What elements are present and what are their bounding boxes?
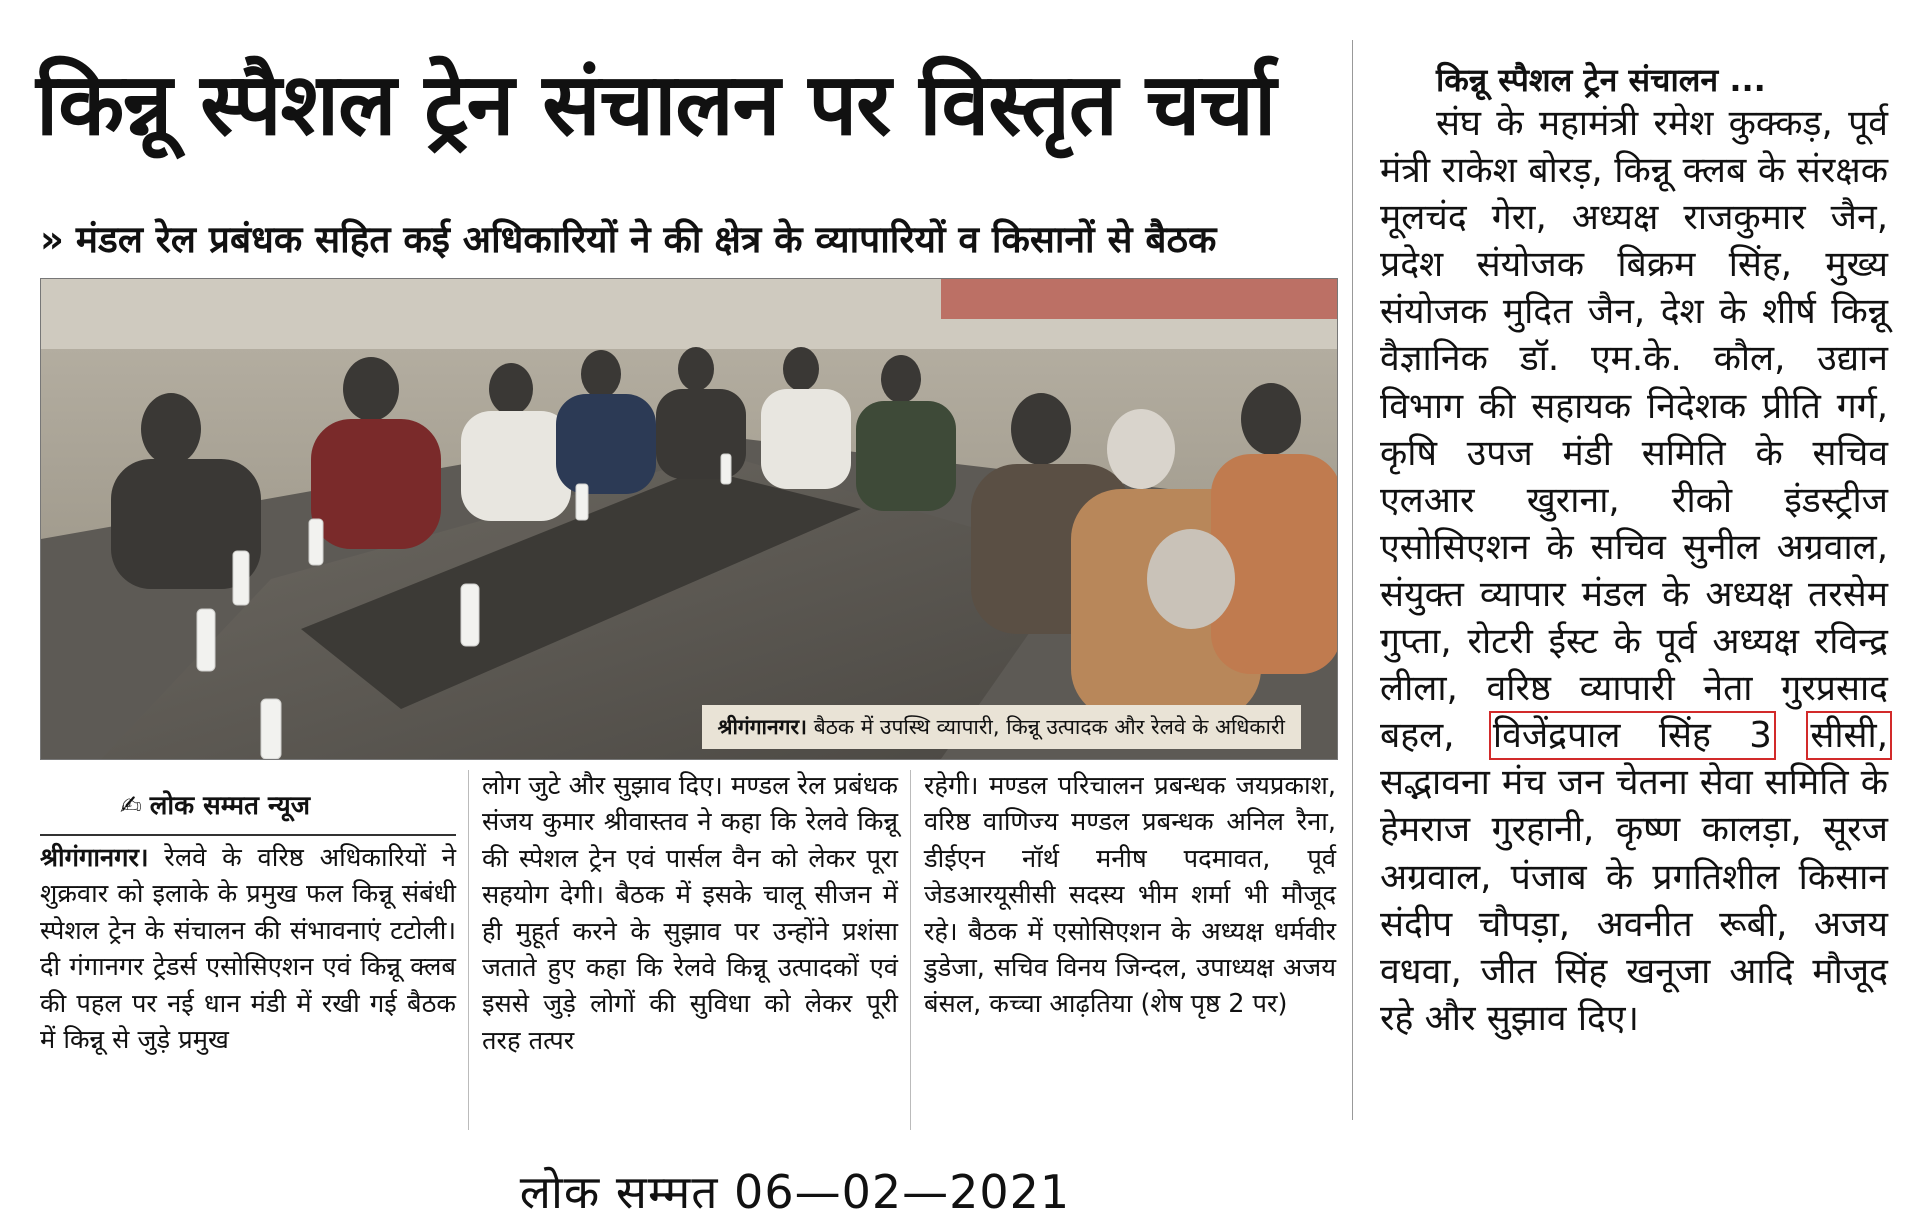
- continuation-text-after: सद्भावना मंच जन चेतना सेवा समिति के हेमराज गुरहानी, कृष्ण कालड़ा, सूरज अग्रवाल, पंजाब के प्रगतिशील किसान संदीप चौपड़ा, अवनीत रूबी, अजय वधवा, जीत सिंह खनूजा आदि मौजूद रहे और सुझाव दिए।: [1380, 762, 1888, 1039]
- article-column-1: [40, 840, 456, 1058]
- continuation-text-before: संघ के महामंत्री रमेश कुक्कड़, पूर्व मंत्री राकेश बोरड़, किन्नू क्लब के संरक्षक मूलचंद गेरा, अध्यक्ष राजकुमार जैन, प्रदेश संयोजक बिक्रम सिंह, मुख्य संयोजक मुदित जैन, देश के शीर्ष किन्नू वैज्ञानिक डॉ. एम.के. कौल, उद्यान विभाग की सहायक निदेशक प्रीति गर्ग, कृषि उपज मंडी समिति के सचिव एलआर खुराना, रीको इंडस्ट्रीज एसोसिएशन के सचिव सुनील अग्रवाल, संयुक्त व्यापार मंडल के अध्यक्ष तरसेम गुप्ता, रोटरी ईस्ट के पूर्व अध्यक्ष रविन्द्र लीला, वरिष्ठ व्यापारी नेता गुरप्रसाद बहल,: [1380, 103, 1888, 757]
- subheadline-text: मंडल रेल प्रबंधक सहित कई अधिकारियों ने की क्षेत्र के व्यापारियों व किसानों से बैठक: [75, 218, 1217, 261]
- meeting-photo: [40, 278, 1338, 760]
- meeting-photo-illustration: [41, 279, 1337, 759]
- newspaper-date-footer: लोक सम्मत 06—02—2021: [519, 1165, 1071, 1219]
- continuation-text: [1380, 100, 1888, 1042]
- highlighted-name-continued: सीसी,: [1810, 715, 1888, 757]
- photo-caption-place: श्रीगंगानगर।: [717, 715, 808, 739]
- article-column-2: लोग जुटे और सुझाव दिए। मण्डल रेल प्रबंधक संजय कुमार श्रीवास्तव ने कहा कि रेलवे किन्नू की स्पेशल ट्रेन एवं पार्सल वैन को लेकर पूरा सहयोग देगी। बैठक में इसके चालू सीजन में ही मुहूर्त करने के सुझाव पर उन्होंने प्रशंसा जताते हुए कहा कि रेलवे किन्नू उत्पादकों एवं इससे जुड़े लोगों की सुविधा को लेकर पूरी तरह तत्पर: [482, 771, 898, 1056]
- headline: किन्नू स्पैशल ट्रेन संचालन पर विस्तृत चर्चा: [36, 55, 1276, 155]
- double-chevron-icon: »: [40, 218, 64, 261]
- byline-divider: [40, 834, 456, 836]
- byline-text: लोक सम्मत न्यूज: [149, 791, 310, 821]
- subheadline: [40, 212, 1350, 263]
- dateline: श्रीगंगानगर।: [40, 843, 149, 873]
- photo-caption: [702, 705, 1301, 749]
- column-divider: [468, 770, 469, 1130]
- pen-icon: ✍: [120, 791, 142, 821]
- article-column-3: रहेगी। मण्डल परिचालन प्रबन्धक जयप्रकाश, वरिष्ठ वाणिज्य मण्डल प्रबन्धक अनिल रैना, डीईएन नॉर्थ मनीष पदमावत, पूर्व जेडआरयूसीसी सदस्य भीम शर्मा भी मौजूद रहे। बैठक में एसोसिएशन के अध्यक्ष धर्मवीर डुडेजा, सचिव विनय जिन्दल, उपाध्यक्ष अजय बंसल, कच्चा आढ़तिया (शेष पृष्ठ 2 पर): [924, 771, 1336, 1020]
- article-column-1-text: रेलवे के वरिष्ठ अधिकारियों ने शुक्रवार को इलाके के प्रमुख फल किन्नू संबंधी स्पेशल ट्रेन के संचालन की संभावनाएं टटोली। दी गंगानगर ट्रेडर्स एसोसिएशन एवं किन्नू क्लब की पहल पर नई धान मंडी में रखी गई बैठक में किन्नू से जुड़े प्रमुख: [40, 843, 456, 1056]
- photo-caption-text: बैठक में उपस्थि व्यापारी, किन्नू उत्पादक और रेलवे के अधिकारी: [813, 715, 1285, 739]
- section-divider: [1352, 40, 1353, 1120]
- highlighted-name: विजेंद्रपाल सिंह 3: [1492, 715, 1772, 757]
- continuation-heading: किन्नू स्पैशल ट्रेन संचालन ...: [1436, 61, 1766, 99]
- column-divider: [910, 770, 911, 1130]
- byline: [120, 786, 420, 822]
